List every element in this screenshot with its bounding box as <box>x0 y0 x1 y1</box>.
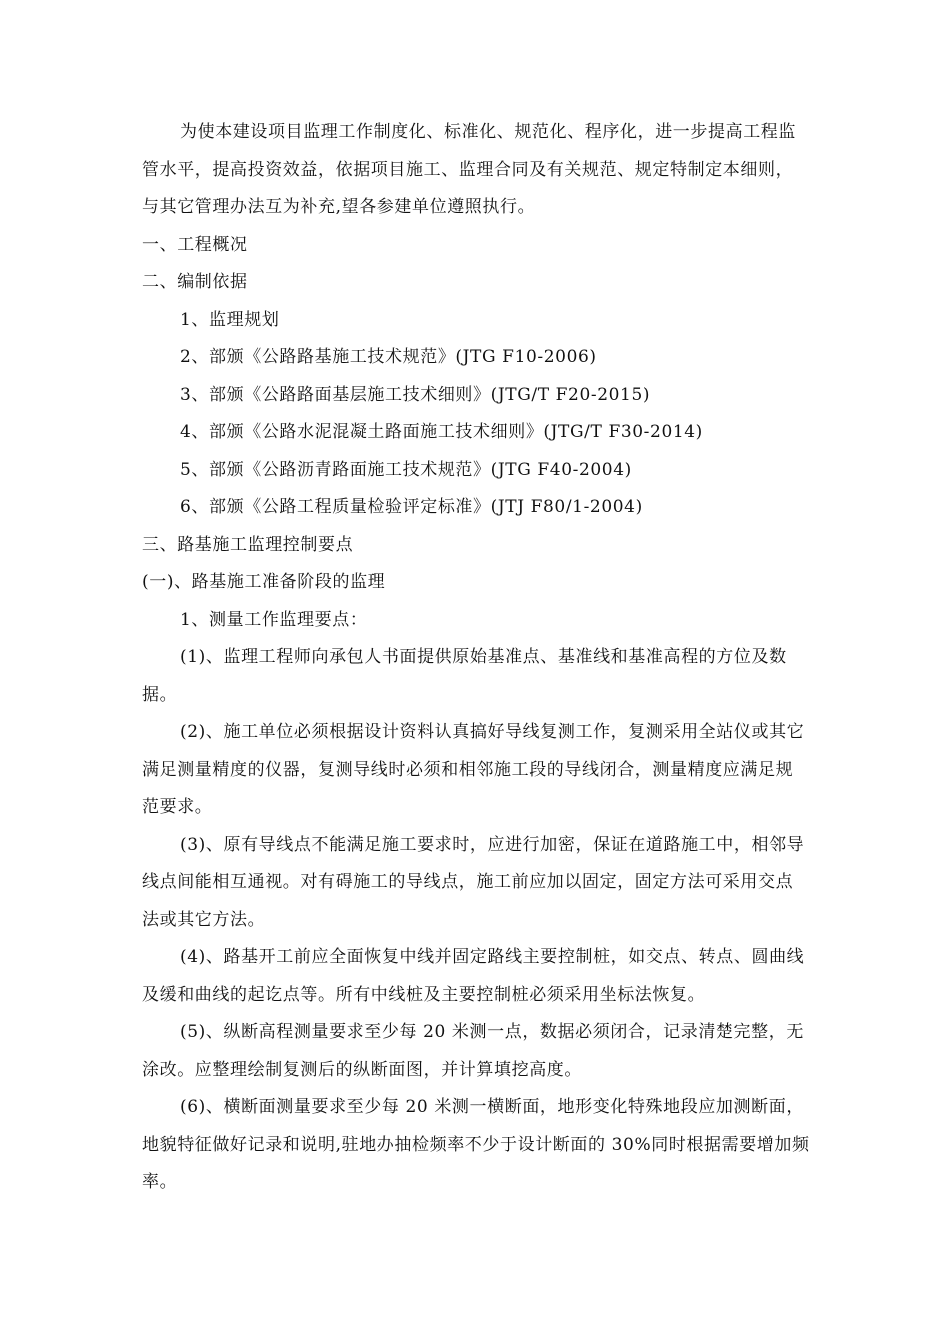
measurement-point: (1)、监理工程师向承包人书面提供原始基准点、基准线和基准高程的方位及数据。 <box>142 647 787 705</box>
measurement-point: (4)、路基开工前应全面恢复中线并固定路线主要控制桩，如交点、转点、圆曲线及缓和曲线的起讫点等。所有中线桩及主要控制桩必须采用坐标法恢复。 <box>142 947 805 1005</box>
document-body <box>142 114 810 1202</box>
measurement-point: (2)、施工单位必须根据设计资料认真搞好导线复测工作，复测采用全站仪或其它满足测量精度的仪器，复测导线时必须和相邻施工段的导线闭合，测量精度应满足规范要求。 <box>142 722 805 817</box>
section-heading-overview: 一、工程概况 <box>142 234 248 255</box>
basis-item: 3、部颁《公路路面基层施工技术细则》(JTG/T F20-2015) <box>180 384 651 405</box>
basis-item: 4、部颁《公路水泥混凝土路面施工技术细则》(JTG/T F30-2014) <box>180 422 703 442</box>
measurement-point: (6)、横断面测量要求至少每 20 米测一横断面，地形变化特殊地段应加测断面，地貌特征做好记录和说明,驻地办抽检频率不少于设计断面的 30%同时根据需要增加频率。 <box>142 1097 810 1192</box>
item-heading: 1、测量工作监理要点： <box>180 609 368 630</box>
section-heading-basis: 二、编制依据 <box>142 272 248 292</box>
intro-paragraph: 为使本建设项目监理工作制度化、标准化、规范化、程序化，进一步提高工程监管水平，提高投资效益，依据项目施工、监理合同及有关规范、规定特制定本细则，与其它管理办法互为补充,望各参建单位遵照执行。 <box>142 122 796 217</box>
section-heading-control-points: 三、路基施工监理控制要点 <box>142 534 354 555</box>
basis-item: 6、部颁《公路工程质量检验评定标准》(JTJ F80/1-2004) <box>180 497 643 517</box>
basis-item: 2、部颁《公路路基施工技术规范》(JTG F10-2006) <box>180 347 597 367</box>
subsection-heading: (一)、路基施工准备阶段的监理 <box>142 572 386 592</box>
basis-item: 1、监理规划 <box>180 309 280 330</box>
basis-item: 5、部颁《公路沥青路面施工技术规范》(JTG F40-2004) <box>180 459 632 480</box>
measurement-point: (3)、原有导线点不能满足施工要求时，应进行加密，保证在道路施工中，相邻导线点间能相互通视。对有碍施工的导线点，施工前应加以固定，固定方法可采用交点法或其它方法。 <box>142 834 805 930</box>
measurement-point: (5)、纵断高程测量要求至少每 20 米测一点，数据必须闭合，记录清楚完整，无涂改。应整理绘制复测后的纵断面图，并计算填挖高度。 <box>142 1022 804 1080</box>
